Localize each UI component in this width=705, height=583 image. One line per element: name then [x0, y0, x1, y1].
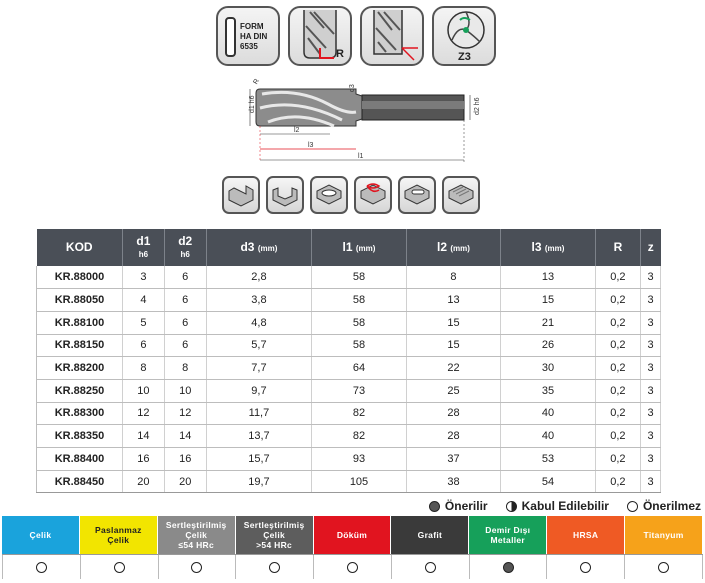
- cell-d2: 6: [164, 266, 206, 289]
- table-row: [37, 425, 661, 448]
- corner-radius-endmill-icon: [290, 8, 354, 68]
- cell-l3: 30: [501, 357, 595, 380]
- cell-r: 0,2: [595, 379, 640, 402]
- cell-l1: 58: [312, 334, 406, 357]
- material-label: ≤54 HRc: [178, 540, 215, 550]
- material-label: Sertleştirilmiş: [243, 520, 305, 530]
- l1-dim-label: l1: [358, 153, 364, 160]
- material-rating-cell: [236, 555, 314, 579]
- header-l2: l2 (mm): [406, 229, 500, 266]
- helix-angle-badge: [360, 6, 424, 66]
- material-label: Demir Dışı: [485, 525, 531, 535]
- header-kod: KOD: [37, 229, 123, 266]
- cell-l3: 53: [501, 448, 595, 471]
- cell-z: 3: [641, 379, 661, 402]
- cell-l3: 35: [501, 379, 595, 402]
- material-rating-cell: [547, 555, 625, 579]
- empty-circle-icon: [114, 562, 125, 573]
- cell-r: 0,2: [595, 311, 640, 334]
- material-rating-cell: [2, 555, 81, 579]
- header-l3: l3 (mm): [501, 229, 595, 266]
- cell-d3: 9,7: [206, 379, 312, 402]
- slot-milling-icon: [266, 176, 304, 214]
- material-rating-cell: [392, 555, 470, 579]
- material-label: Çelik: [107, 535, 130, 545]
- material-rating-cell: [625, 555, 703, 579]
- cell-d2: 20: [164, 470, 206, 493]
- cell-d1: 20: [123, 470, 165, 493]
- cell-d3: 2,8: [206, 266, 312, 289]
- radius-label: R: [336, 48, 344, 60]
- empty-circle-icon: [269, 562, 280, 573]
- cell-kod: KR.88100: [37, 311, 123, 334]
- cell-r: 0,2: [595, 334, 640, 357]
- empty-circle-icon: [347, 562, 358, 573]
- cell-d1: 12: [123, 402, 165, 425]
- cell-l1: 93: [312, 448, 406, 471]
- d1-dim-label: d1 h6: [249, 95, 256, 113]
- form-din-6535-badge: [216, 6, 280, 66]
- material-rating-cell: [314, 555, 392, 579]
- cell-r: 0,2: [595, 266, 640, 289]
- cell-kod: KR.88150: [37, 334, 123, 357]
- cell-kod: KR.88250: [37, 379, 123, 402]
- form-text-3: 6535: [240, 42, 258, 51]
- table-row: [37, 311, 661, 334]
- cell-l1: 105: [312, 470, 406, 493]
- d2-dim-label: d2 h6: [474, 97, 481, 115]
- cell-l1: 64: [312, 357, 406, 380]
- pocket-milling-icon: [310, 176, 348, 214]
- empty-circle-icon: [36, 562, 47, 573]
- empty-circle-icon: [580, 562, 591, 573]
- cell-d2: 6: [164, 334, 206, 357]
- material-cell: [158, 516, 236, 554]
- half-circle-icon: [506, 501, 517, 512]
- cell-d3: 7,7: [206, 357, 312, 380]
- cell-d1: 4: [123, 289, 165, 312]
- cell-d1: 3: [123, 266, 165, 289]
- filled-circle-icon: [429, 501, 440, 512]
- helix-endmill-icon: [362, 8, 426, 68]
- face-milling-icon: [442, 176, 480, 214]
- operation-icons: [222, 176, 480, 214]
- cell-d1: 6: [123, 334, 165, 357]
- product-spec-table: [36, 229, 661, 493]
- table-row: [37, 470, 661, 493]
- cell-l2: 28: [406, 425, 500, 448]
- table-row: [37, 334, 661, 357]
- cell-kod: KR.88200: [37, 357, 123, 380]
- cell-d3: 11,7: [206, 402, 312, 425]
- suitability-legend: [429, 499, 701, 513]
- cell-z: 3: [641, 402, 661, 425]
- cell-z: 3: [641, 425, 661, 448]
- cell-d1: 8: [123, 357, 165, 380]
- cell-z: 3: [641, 266, 661, 289]
- cell-l1: 82: [312, 425, 406, 448]
- material-label: Paslanmaz: [95, 525, 142, 535]
- material-rating-cell: [81, 555, 159, 579]
- legend-acceptable: Kabul Edilebilir: [506, 499, 609, 513]
- cell-kod: KR.88350: [37, 425, 123, 448]
- table-row: [37, 379, 661, 402]
- material-label: Titanyum: [643, 530, 684, 540]
- material-label: >54 HRc: [256, 540, 293, 550]
- cell-z: 3: [641, 470, 661, 493]
- material-label: HRSA: [573, 530, 599, 540]
- cell-d2: 14: [164, 425, 206, 448]
- cell-l1: 58: [312, 289, 406, 312]
- cell-z: 3: [641, 357, 661, 380]
- material-label: Döküm: [336, 530, 368, 540]
- end-mill-drawing: [238, 74, 481, 169]
- material-cell: [314, 516, 392, 554]
- material-label: Metaller: [490, 535, 526, 545]
- cell-l2: 15: [406, 334, 500, 357]
- header-d2: d2 h6: [164, 229, 206, 266]
- header-l1: l1 (mm): [312, 229, 406, 266]
- material-label: Çelik: [185, 530, 208, 540]
- slot-plunge-icon: [398, 176, 436, 214]
- cell-z: 3: [641, 334, 661, 357]
- form-text-2: HA DIN: [240, 32, 268, 41]
- cell-l2: 15: [406, 311, 500, 334]
- cell-r: 0,2: [595, 425, 640, 448]
- cell-l1: 73: [312, 379, 406, 402]
- table-header-row: [37, 229, 661, 266]
- cell-kod: KR.88000: [37, 266, 123, 289]
- cell-r: 0,2: [595, 289, 640, 312]
- cell-r: 0,2: [595, 402, 640, 425]
- table-row: [37, 357, 661, 380]
- cell-l2: 13: [406, 289, 500, 312]
- header-d3: d3 (mm): [206, 229, 312, 266]
- material-label: Çelik: [263, 530, 286, 540]
- cell-r: 0,2: [595, 470, 640, 493]
- l3-dim-label: l3: [308, 142, 314, 149]
- cell-d1: 16: [123, 448, 165, 471]
- material-cell: [625, 516, 703, 554]
- material-label: Çelik: [29, 530, 52, 540]
- cell-d3: 3,8: [206, 289, 312, 312]
- header-r: R: [595, 229, 640, 266]
- cell-d2: 10: [164, 379, 206, 402]
- cell-l2: 28: [406, 402, 500, 425]
- feature-badges: [216, 6, 496, 66]
- filled-circle-icon: [503, 562, 514, 573]
- header-z: z: [641, 229, 661, 266]
- cell-d2: 6: [164, 289, 206, 312]
- cell-l1: 58: [312, 266, 406, 289]
- material-cell: [236, 516, 314, 554]
- cell-kod: KR.88300: [37, 402, 123, 425]
- cell-l1: 82: [312, 402, 406, 425]
- form-text-1: FORM: [240, 22, 264, 31]
- cell-l3: 15: [501, 289, 595, 312]
- helical-interpolation-icon: [354, 176, 392, 214]
- cell-z: 3: [641, 311, 661, 334]
- cell-l3: 21: [501, 311, 595, 334]
- cell-z: 3: [641, 448, 661, 471]
- material-bar: [2, 516, 703, 554]
- flutes-label: Z3: [458, 51, 471, 63]
- legend-not-recommended: Önerilmez: [627, 499, 701, 513]
- material-cell: [80, 516, 158, 554]
- material-cell: [2, 516, 80, 554]
- cell-r: 0,2: [595, 357, 640, 380]
- cell-l1: 58: [312, 311, 406, 334]
- material-cell: [469, 516, 547, 554]
- table-row: [37, 289, 661, 312]
- cell-d3: 4,8: [206, 311, 312, 334]
- cell-kod: KR.88050: [37, 289, 123, 312]
- cell-d3: 13,7: [206, 425, 312, 448]
- table-row: [37, 266, 661, 289]
- cell-l3: 40: [501, 402, 595, 425]
- cell-l3: 13: [501, 266, 595, 289]
- cell-d3: 19,7: [206, 470, 312, 493]
- cell-z: 3: [641, 289, 661, 312]
- cell-kod: KR.88400: [37, 448, 123, 471]
- table-row: [37, 402, 661, 425]
- cell-l3: 54: [501, 470, 595, 493]
- cell-d2: 6: [164, 311, 206, 334]
- empty-circle-icon: [658, 562, 669, 573]
- cell-l2: 8: [406, 266, 500, 289]
- d3-dim-label: d3: [349, 84, 356, 92]
- empty-circle-icon: [627, 501, 638, 512]
- material-rating-cell: [470, 555, 548, 579]
- shoulder-milling-icon: [222, 176, 260, 214]
- cell-r: 0,2: [595, 448, 640, 471]
- table-row: [37, 448, 661, 471]
- cell-l2: 37: [406, 448, 500, 471]
- empty-circle-icon: [425, 562, 436, 573]
- material-rating-row: [2, 554, 703, 579]
- cell-d2: 16: [164, 448, 206, 471]
- material-cell: [391, 516, 469, 554]
- cell-d1: 5: [123, 311, 165, 334]
- cell-kod: KR.88450: [37, 470, 123, 493]
- l2-dim-label: l2: [294, 127, 300, 134]
- material-rating-cell: [159, 555, 237, 579]
- flute-count-badge: [432, 6, 496, 66]
- radius-dim-label: R: [252, 77, 261, 86]
- cell-l3: 26: [501, 334, 595, 357]
- empty-circle-icon: [191, 562, 202, 573]
- material-cell: [547, 516, 625, 554]
- header-d1: d1 h6: [123, 229, 165, 266]
- material-label: Grafit: [417, 530, 443, 540]
- cell-d2: 8: [164, 357, 206, 380]
- cell-l2: 25: [406, 379, 500, 402]
- cell-l2: 38: [406, 470, 500, 493]
- material-label: Sertleştirilmiş: [165, 520, 227, 530]
- cell-l3: 40: [501, 425, 595, 448]
- corner-radius-badge: [288, 6, 352, 66]
- cell-d3: 15,7: [206, 448, 312, 471]
- cell-d1: 10: [123, 379, 165, 402]
- cell-d2: 12: [164, 402, 206, 425]
- cell-l2: 22: [406, 357, 500, 380]
- cell-d3: 5,7: [206, 334, 312, 357]
- legend-recommended: Önerilir: [429, 499, 488, 513]
- cell-d1: 14: [123, 425, 165, 448]
